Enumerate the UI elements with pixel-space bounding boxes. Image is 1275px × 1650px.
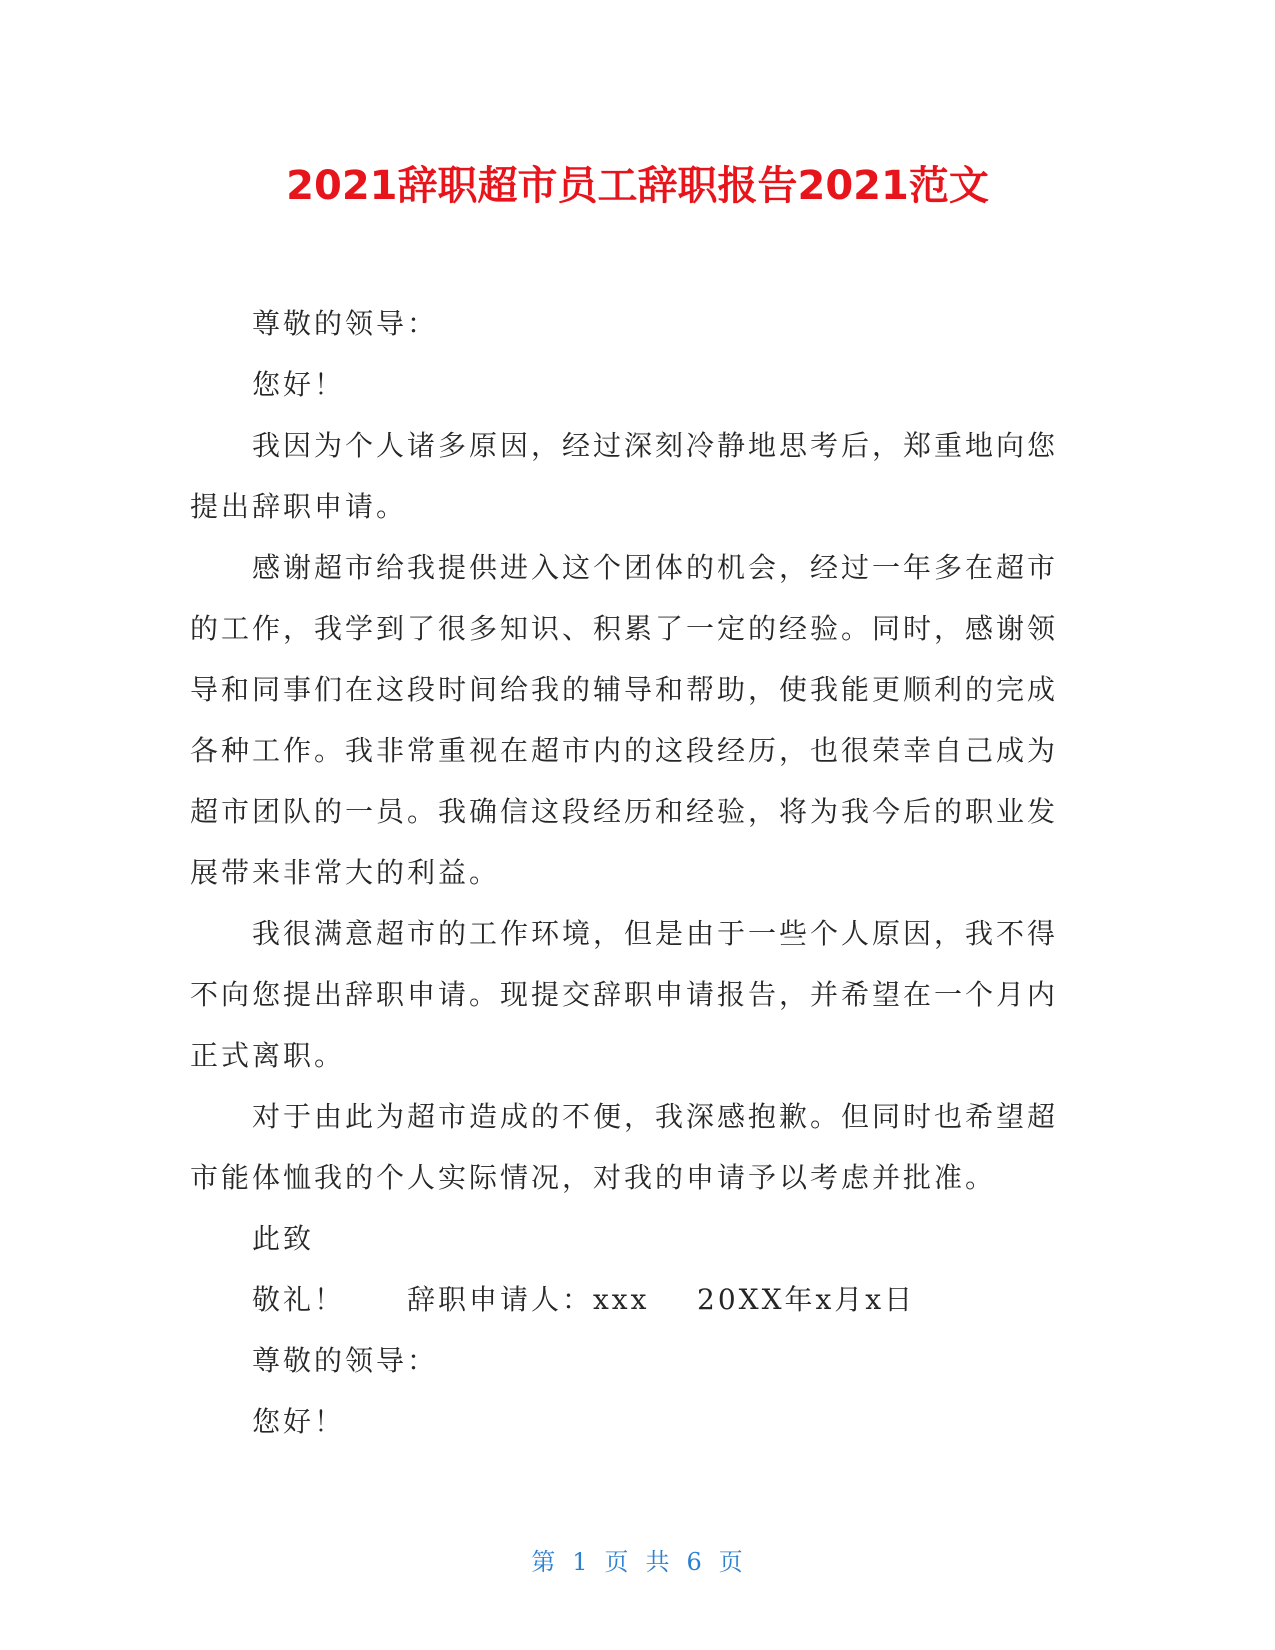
footer-total-pages: 6 [686, 1548, 703, 1576]
paragraph-2: 感谢超市给我提供进入这个团体的机会，经过一年多在超市的工作，我学到了很多知识、积累了一定的经验。同时，感谢领导和同事们在这段时间给我的辅导和帮助，使我能更顺利的完成各种工作。我非常重视在超市内的这段经历，也很荣幸自己成为超市团队的一员。我确信这段经历和经验，将为我今后的职业发展带来非常大的利益。 [190, 551, 1059, 889]
document-body [190, 293, 1060, 1452]
footer-label-page-unit: 页 [604, 1548, 630, 1576]
paragraph-4: 对于由此为超市造成的不便，我深感抱歉。但同时也希望超市能体恤我的个人实际情况，对我的申请予以考虑并批准。 [190, 1100, 1059, 1194]
footer-current-page: 1 [572, 1548, 589, 1576]
closing: 此致 [252, 1222, 315, 1255]
signature-line [190, 1269, 1060, 1330]
greeting: 您好！ [252, 368, 346, 401]
date: 20XX年x月x日 [697, 1283, 916, 1316]
greeting-repeat: 您好！ [252, 1405, 346, 1438]
regards: 敬礼！ [252, 1283, 346, 1316]
footer-label-page: 第 [531, 1548, 557, 1576]
salutation: 尊敬的领导： [252, 307, 439, 340]
document-title: 2021辞职超市员工辞职报告2021范文 [286, 163, 989, 209]
applicant: 辞职申请人：xxx [407, 1283, 650, 1316]
salutation-repeat: 尊敬的领导： [252, 1344, 439, 1377]
paragraph-3: 我很满意超市的工作环境，但是由于一些个人原因，我不得不向您提出辞职申请。现提交辞职申请报告，并希望在一个月内正式离职。 [190, 917, 1059, 1072]
paragraph-1: 我因为个人诸多原因，经过深刻冷静地思考后，郑重地向您提出辞职申请。 [190, 429, 1059, 523]
footer-label-total: 共 [645, 1548, 671, 1576]
footer-label-total-unit: 页 [718, 1548, 744, 1576]
page-footer [0, 1546, 1275, 1578]
